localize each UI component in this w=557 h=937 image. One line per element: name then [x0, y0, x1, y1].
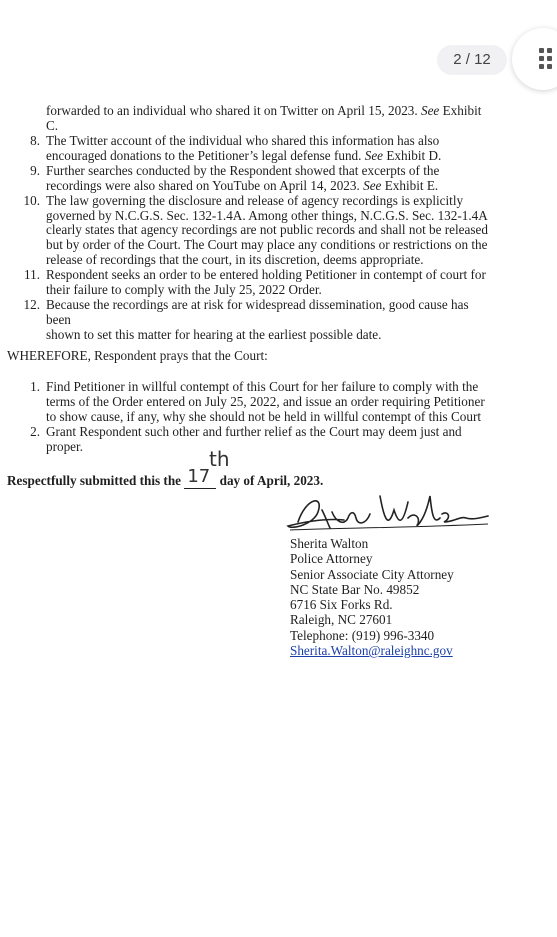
prayer-line: to show cause, if any, why she should not be held in willful contempt of this Court — [46, 408, 482, 424]
see-reference: See — [364, 147, 384, 163]
continuation-paragraph — [46, 104, 506, 134]
telephone: Telephone: (919) 996-3340 — [290, 627, 435, 643]
paragraph-line: The law governing the disclosure and release of agency recordings is explicitly — [46, 192, 464, 208]
paragraph-9 — [0, 164, 496, 194]
paragraph-line: recordings were also shared on YouTube on April 14, 2023. — [46, 177, 360, 193]
paragraph-line: Because the recordings are at risk for widespread dissemination, good cause has been — [46, 296, 469, 327]
attorney-title-2: Senior Associate City Attorney — [290, 566, 454, 582]
submission-suffix: day of April, 2023. — [219, 473, 324, 489]
submission-line — [7, 466, 324, 489]
paragraph-number: 12. — [23, 296, 40, 312]
see-reference: See — [420, 103, 440, 118]
paragraph-line: governed by N.C.G.S. Sec. 132-1.4A. Among other things, N.C.G.S. Sec. 132-1.4A — [46, 207, 488, 223]
paragraph-line: The Twitter account of the individual who shared this information has also — [46, 133, 440, 148]
paragraph-10 — [0, 194, 496, 269]
paragraph-line: clearly states that agency recordings are not public records and shall not be released — [46, 222, 488, 238]
attorney-name: Sherita Walton — [290, 536, 369, 551]
paragraph-12 — [0, 298, 496, 343]
paragraph-number: 10. — [23, 192, 40, 208]
prayer-2 — [0, 425, 491, 455]
paragraph-line: shown to set this matter for hearing at the earliest possible date. — [46, 326, 382, 342]
paragraph-number: 8. — [30, 133, 40, 148]
signature-block — [290, 536, 454, 658]
paragraph-line: their failure to comply with the July 25, 2022 Order. — [46, 282, 322, 298]
paragraph-number: 11. — [24, 267, 40, 283]
handwritten-day: 17 — [187, 466, 211, 487]
paragraph-number: 9. — [30, 162, 40, 178]
email-link[interactable]: Sherita.Walton@raleighnc.gov — [290, 643, 453, 659]
handwritten-signature — [284, 488, 494, 536]
continuation-text: forwarded to an individual who shared it on Twitter on April 15, 2023. — [46, 103, 418, 118]
paragraph-8 — [0, 134, 496, 164]
prayer-line: Find Petitioner in willful contempt of this Court for her failure to comply with the — [46, 379, 479, 394]
see-reference: See — [363, 177, 382, 193]
address-line-1: 6716 Six Forks Rd. — [290, 597, 393, 613]
paragraph-line: encouraged donations to the Petitioner’s legal defense fund. — [46, 147, 362, 163]
paragraph-11 — [0, 268, 496, 298]
prayer-number: 1. — [30, 379, 40, 394]
exhibit-reference: Exhibit E. — [384, 177, 439, 193]
attorney-title: Police Attorney — [290, 551, 373, 567]
paragraph-line: release of recordings that the court, in its discretion, deems appropriate. — [46, 252, 424, 268]
numbered-paragraphs — [0, 134, 520, 343]
wherefore-clause: WHEREFORE, Respondent prays that the Court: — [7, 348, 268, 363]
continuation-text-2: C. — [46, 117, 59, 133]
prayer-line: Grant Respondent such other and further relief as the Court may deem just and — [46, 423, 462, 439]
page-indicator: 2 / 12 — [437, 45, 507, 75]
day-blank — [184, 466, 216, 489]
paragraph-line: Respondent seeks an order to be entered holding Petitioner in contempt of court for — [46, 267, 486, 283]
prayer-line: terms of the Order entered on July 25, 2022, and issue an order requiring Petitioner — [46, 393, 485, 409]
prayer-line: proper. — [46, 438, 83, 454]
exhibit-reference: Exhibit — [442, 103, 482, 118]
exhibit-reference: Exhibit D. — [386, 147, 442, 163]
paragraph-line: but by order of the Court. The Court may place any conditions or restrictions on the — [46, 237, 488, 253]
prayer-number: 2. — [30, 423, 40, 439]
grid-dots-icon — [539, 48, 552, 69]
submission-prefix: Respectfully submitted this the — [7, 473, 182, 489]
address-line-2: Raleigh, NC 27601 — [290, 612, 393, 628]
prayer-1 — [0, 380, 491, 425]
bar-number: NC State Bar No. 49852 — [290, 581, 420, 597]
handwritten-day-suffix: th — [209, 447, 230, 471]
paragraph-line: Further searches conducted by the Respondent showed that excerpts of the — [46, 162, 440, 178]
prayer-list — [0, 380, 491, 455]
menu-button[interactable] — [512, 28, 557, 90]
